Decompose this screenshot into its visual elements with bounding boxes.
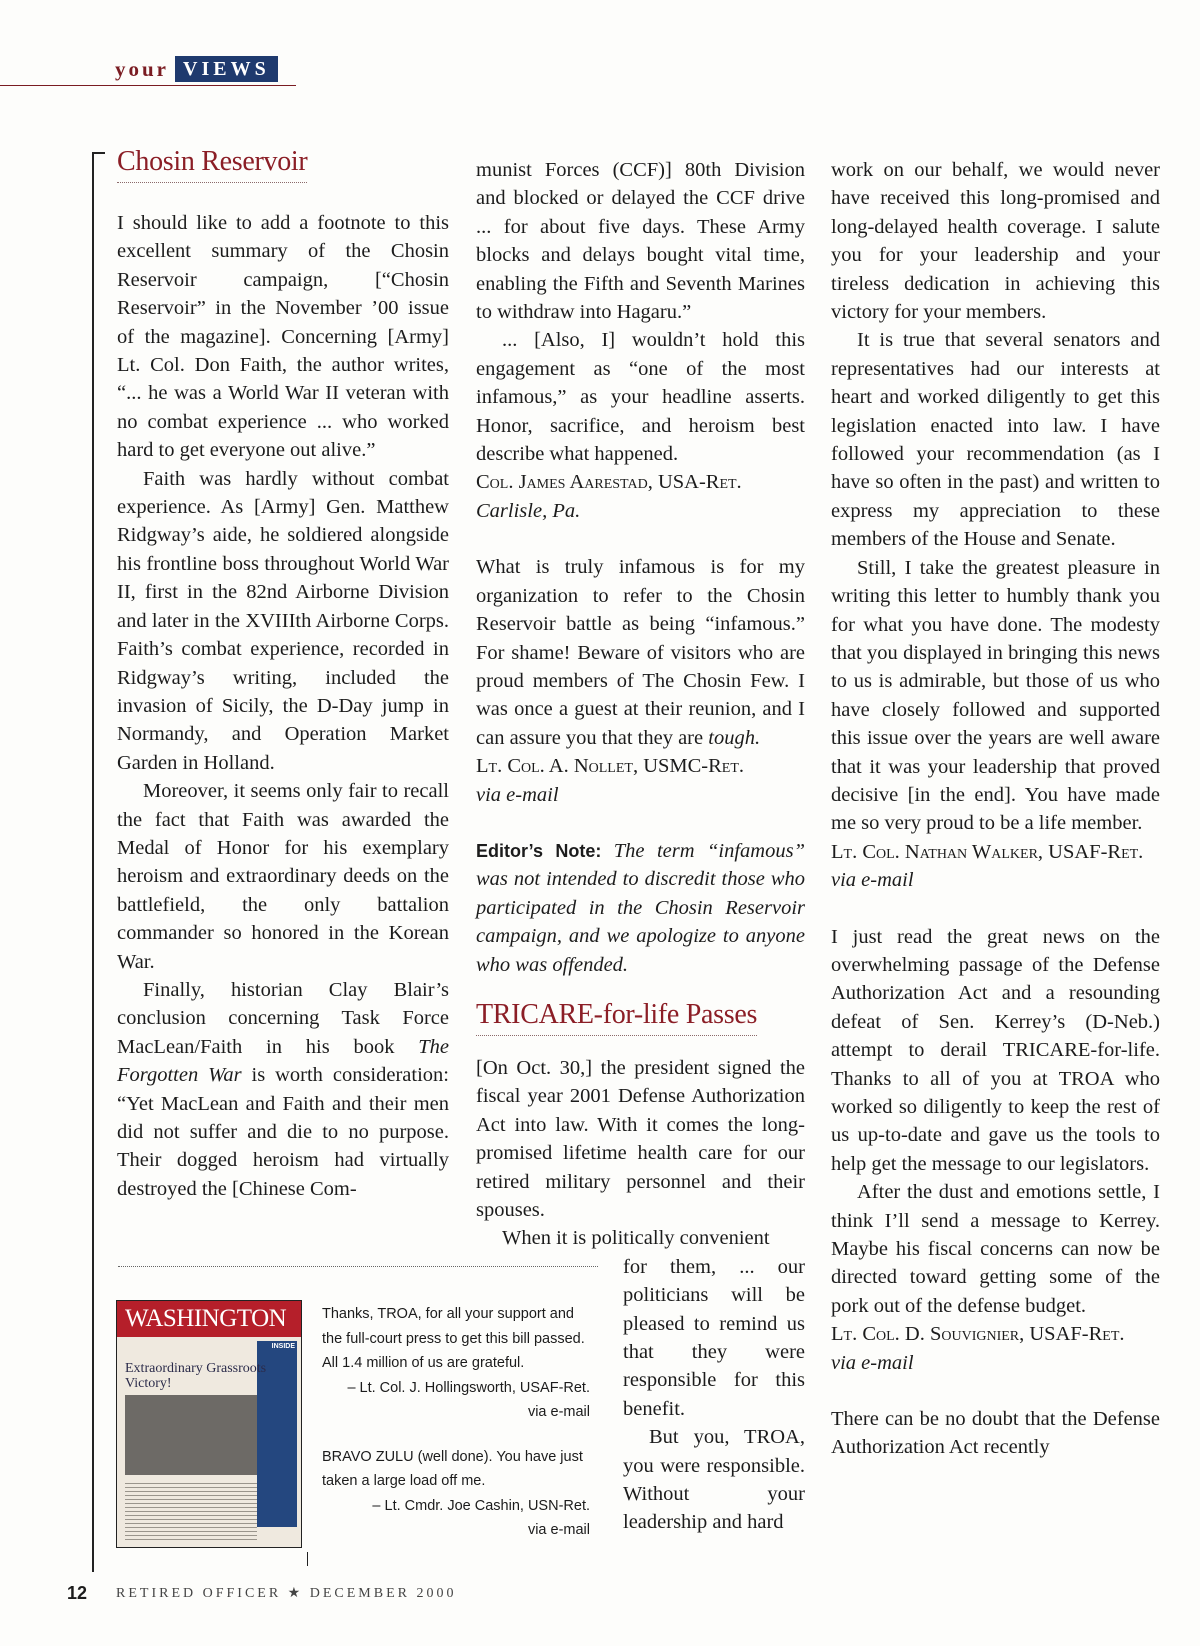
- header-your: your: [115, 57, 169, 81]
- letter-2-paragraph: [476, 553, 805, 752]
- signature-via: via e-mail: [831, 1351, 914, 1374]
- emphasis-tough: tough.: [708, 726, 761, 749]
- quote-signature: – Lt. Col. J. Hollingsworth, USAF-Ret.: [347, 1379, 590, 1396]
- letter-4-paragraph: After the dust and emotions settle, I think I’ll send a message to Kerrey. Maybe his fiscal concerns can now be directed toward getting some of the pork out of the defense budget.: [831, 1181, 1160, 1317]
- cover-inside-label: INSIDE: [271, 1343, 295, 1350]
- book-title: The Forgotten War: [117, 1035, 449, 1087]
- letter-1-paragraph: [117, 976, 449, 1203]
- signature-name: Lt. Col. Nathan Walker, USAF-Ret.: [831, 840, 1144, 863]
- sidebar-box: [92, 1266, 600, 1566]
- text-run: What is truly infamous is for my organization to refer to the Chosin Reservoir battle as being “infamous.” For shame! Beware of visitors who are proud members of The Chosin Few. I was once a guest at their reunion, and I can assure you that they are: [476, 556, 805, 749]
- letter-3-paragraph: But you, TROA, you were responsible. Without your leadership and hard: [623, 1426, 805, 1534]
- letter-3-paragraph: for them, ... our politicians will be pleased to remind us that they were responsible for this benefit.: [623, 1255, 805, 1420]
- wrap-text: [623, 1253, 805, 1537]
- cover-photo: [125, 1395, 257, 1475]
- letter-4-paragraph: I just read the great news on the overwhelming passage of the Defense Authorization Act and a resounding defeat of Sen. Kerrey’s (D-Neb.) attempt to derail TRICARE-for-life. Thanks to all of you at TROA who worked so diligently to keep the rest of us up-to-date and gave us the tools to help get the message to our legislators.: [831, 925, 1160, 1175]
- header-rule: [0, 85, 296, 86]
- magazine-cover-image: [116, 1300, 302, 1548]
- column-1: [117, 146, 449, 1203]
- quote-via: via e-mail: [527, 1404, 590, 1420]
- header-views: VIEWS: [175, 56, 278, 82]
- quote-text: BRAVO ZULU (well done). You have just taken a large load off me.: [322, 1448, 583, 1489]
- letter-1-paragraph: ... [Also, I] wouldn’t hold this engagement as “one of the most infamous,” as your headline asserts. Honor, sacrifice, and heroism best describe what happened.: [476, 329, 805, 466]
- signature-via: via e-mail: [476, 783, 559, 806]
- page-number: 12: [67, 1583, 88, 1603]
- cover-title: WASHINGTON: [125, 1305, 287, 1332]
- signature-name: Lt. Col. A. Nollet, USMC-Ret.: [476, 755, 745, 778]
- signature-location: Carlisle, Pa.: [476, 499, 581, 522]
- editors-note-label: Editor’s Note:: [476, 840, 602, 861]
- editors-note-text: The term “infamous” was not intended to discredit those who participated in the Chosin Reservoir campaign, and we apologize to anyone who was offended.: [476, 839, 805, 976]
- sidebar-rule: [118, 1266, 598, 1267]
- letter-1-paragraph: munist Forces (CCF)] 80th Division and blocked or delayed the CCF drive ... for about five days. These Army blocks and delays bought vital time, enabling the Fifth and Seventh Marines to withdraw into Hagaru.”: [476, 159, 805, 324]
- letter-1-paragraph: Faith was hardly without combat experience. As [Army] Gen. Matthew Ridgway’s aide, he soldiered alongside his frontline boss throughout World War II, first in the 82nd Airborne Division and later in the XVIIIth Airborne Corps. Faith’s combat experience, recorded in Ridgway’s writing, included the invasion of Sicily, the D-Day jump in Normandy, and Operation Market Garden in Holland.: [117, 467, 449, 774]
- quote-text: Thanks, TROA, for all your support and the full-court press to get this bill passed. All 1.4 million of us are grateful.: [322, 1306, 585, 1371]
- section-header: [115, 56, 278, 84]
- publication-footer: RETIRED OFFICER ★ DECEMBER 2000: [116, 1586, 457, 1601]
- signature-name: Col. James Aarestad, USA-Ret.: [476, 471, 742, 494]
- letter-1-paragraph: Moreover, it seems only fair to recall the fact that Faith was awarded the Medal of Honor for his exemplary heroism and extraordinary deeds on the battlefield, the only battalion commander so honored in the Korean War.: [117, 780, 449, 973]
- letter-3-paragraph: It is true that several senators and representatives had our interests at heart and worked diligently to get this legislation enacted into law. I have followed your recommendation (as I have so often in the past) and written to express my appreciation to these members of the House and Senate.: [831, 329, 1160, 551]
- text-run: is worth consideration: “Yet MacLean and Faith and their men did not suffer and die to no purpose. Their dogged heroism had virtually destroyed the [Chinese Com-: [117, 1064, 449, 1200]
- sidebar-tick: [307, 1552, 308, 1566]
- signature-via: via e-mail: [831, 869, 914, 892]
- signature-name: Lt. Col. D. Souvignier, USAF-Ret.: [831, 1323, 1125, 1346]
- letter-5-paragraph: There can be no doubt that the Defense Authorization Act recently: [831, 1408, 1160, 1459]
- letter-3-paragraph: When it is politically convenient: [502, 1227, 770, 1250]
- sidebar-quotes: [322, 1302, 590, 1543]
- text-run: Finally, historian Clay Blair’s conclusion concerning Task Force MacLean/Faith in his book: [117, 978, 449, 1058]
- editors-note: [476, 837, 805, 979]
- letter-3-paragraph: [On Oct. 30,] the president signed the fiscal year 2001 Defense Authorization Act into law. With it comes the long-promised lifetime health care for our retired military personnel and their spouses.: [476, 1056, 805, 1221]
- cover-text-block: [125, 1483, 257, 1541]
- letter-3-paragraph: Still, I take the greatest pleasure in writing this letter to humbly thank you for what you have done. The modesty that you displayed in bringing this news to us is admirable, but those of us who have closely followed and supported this issue over the years are well aware that it was your leadership that proved decisive [in the end]. You have made me so very proud to be a life member.: [831, 556, 1160, 835]
- letter-1-paragraph: I should like to add a footnote to this excellent summary of the Chosin Reservoir campaign, [“Chosin Reservoir” in the November ’00 issue of the magazine]. Concerning [Army] Lt. Col. Don Faith, the author writes, “... he was a World War II veteran with no combat experience ... who worked hard to get everyone out alive.”: [117, 212, 449, 462]
- heading-tricare: TRICARE-for-life Passes: [476, 999, 757, 1036]
- letter-3-paragraph: work on our behalf, we would never have received this long-promised and long-delayed health coverage. I salute you for your leadership and your tireless dedication in achieving this victory for your members.: [831, 159, 1160, 324]
- cover-subtitle: Extraordinary Grassroots Victory!: [125, 1361, 267, 1391]
- heading-chosin-reservoir: Chosin Reservoir: [117, 146, 307, 183]
- column-3: [831, 156, 1160, 1462]
- quote-via: via e-mail: [527, 1522, 590, 1538]
- quote-signature: – Lt. Cmdr. Joe Cashin, USN-Ret.: [372, 1497, 590, 1514]
